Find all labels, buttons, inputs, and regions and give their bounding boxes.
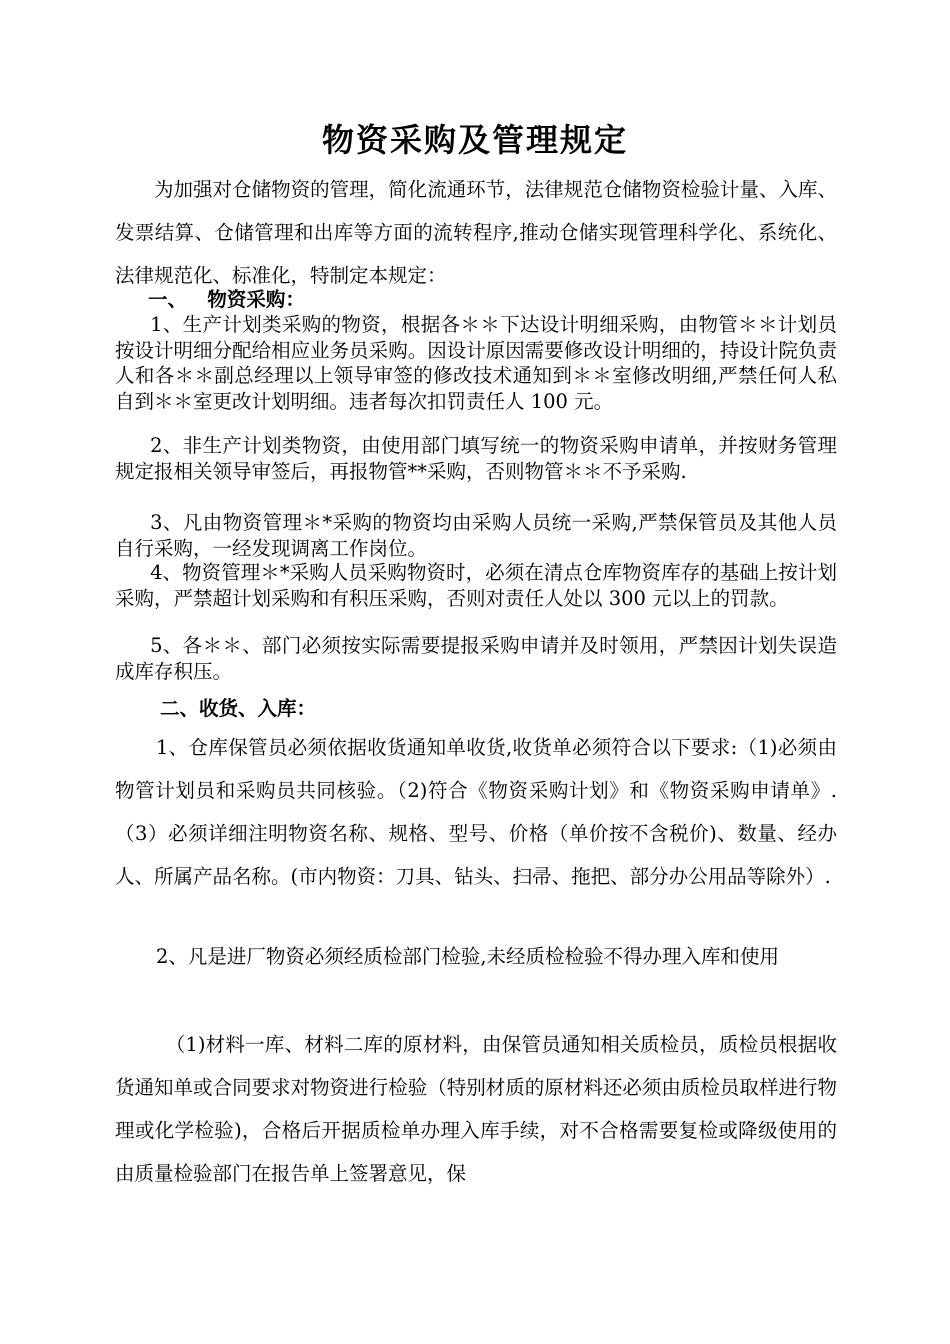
receiving-item-2: 2、凡是进厂物资必须经质检部门检验,未经质检检验不得办理入库和使用	[155, 945, 780, 968]
receiving-item-2-sub-1: （1)材料一库、材料二库的原材料，由保管员通知相关质检员，质检员根据收货通知单或合同要求对物资进行检验（特别材质的原材料还必须由质检员取样进行物理或化学检验)，合格后开据质检单办理入库手续，对不合格需要复检或降级使用的由质量检验部门在报告单上签署意见，保	[115, 1033, 837, 1185]
document-title: 物资采购及管理规定	[321, 121, 628, 159]
receiving-item-1: 1、仓库保管员必须依据收货通知单收货,收货单必须符合以下要求:（1)必须由物管计划员和采购员共同核验。（2)符合《物资采购计划》和《物资采购申请单》.（3）必须详细注明物资名称、规格、型号、价格（单价按不含税价)、数量、经办人、所属产品名称。(市内物资：刀具、钻头、扫帚、拖把、部分办公用品等除外）.	[115, 736, 837, 888]
procurement-item-5: 5、各＊＊、部门必须按实际需要提报采购申请并及时领用，严禁因计划失误造成库存积压。	[115, 634, 837, 683]
section-heading-receiving: 二、收货、入库：	[160, 697, 317, 720]
section-heading-procurement: 一、 物资采购：	[148, 288, 305, 311]
procurement-item-1: 1、生产计划类采购的物资，根据各＊＊下达设计明细采购，由物管＊＊计划员按设计明细分配给相应业务员采购。因设计原因需要修改设计明细的，持设计院负责人和各＊＊副总经理以上领导审签的修改技术通知到＊＊室修改明细,严禁任何人私自到＊＊室更改计划明细。违者每次扣罚责任人 100 元。	[115, 313, 837, 413]
procurement-item-2: 2、非生产计划类物资，由使用部门填写统一的物资采购申请单，并按财务管理规定报相关领导审签后，再报物管**采购，否则物管＊＊不予采购.	[115, 434, 837, 483]
procurement-item-3: 3、凡由物资管理＊*采购的物资均由采购人员统一采购,严禁保管员及其他人员自行采购，一经发现调离工作岗位。	[115, 511, 837, 560]
procurement-item-4: 4、物资管理＊*采购人员采购物资时，必须在清点仓库物资库存的基础上按计划采购，严禁超计划采购和有积压采购，否则对责任人处以 300 元以上的罚款。	[115, 561, 837, 610]
intro-paragraph: 为加强对仓储物资的管理，简化流通环节，法律规范仓储物资检验计量、入库、发票结算、仓储管理和出库等方面的流转程序,推动仓储实现管理科学化、系统化、法律规范化、标准化，特制定本规定：	[115, 178, 837, 287]
